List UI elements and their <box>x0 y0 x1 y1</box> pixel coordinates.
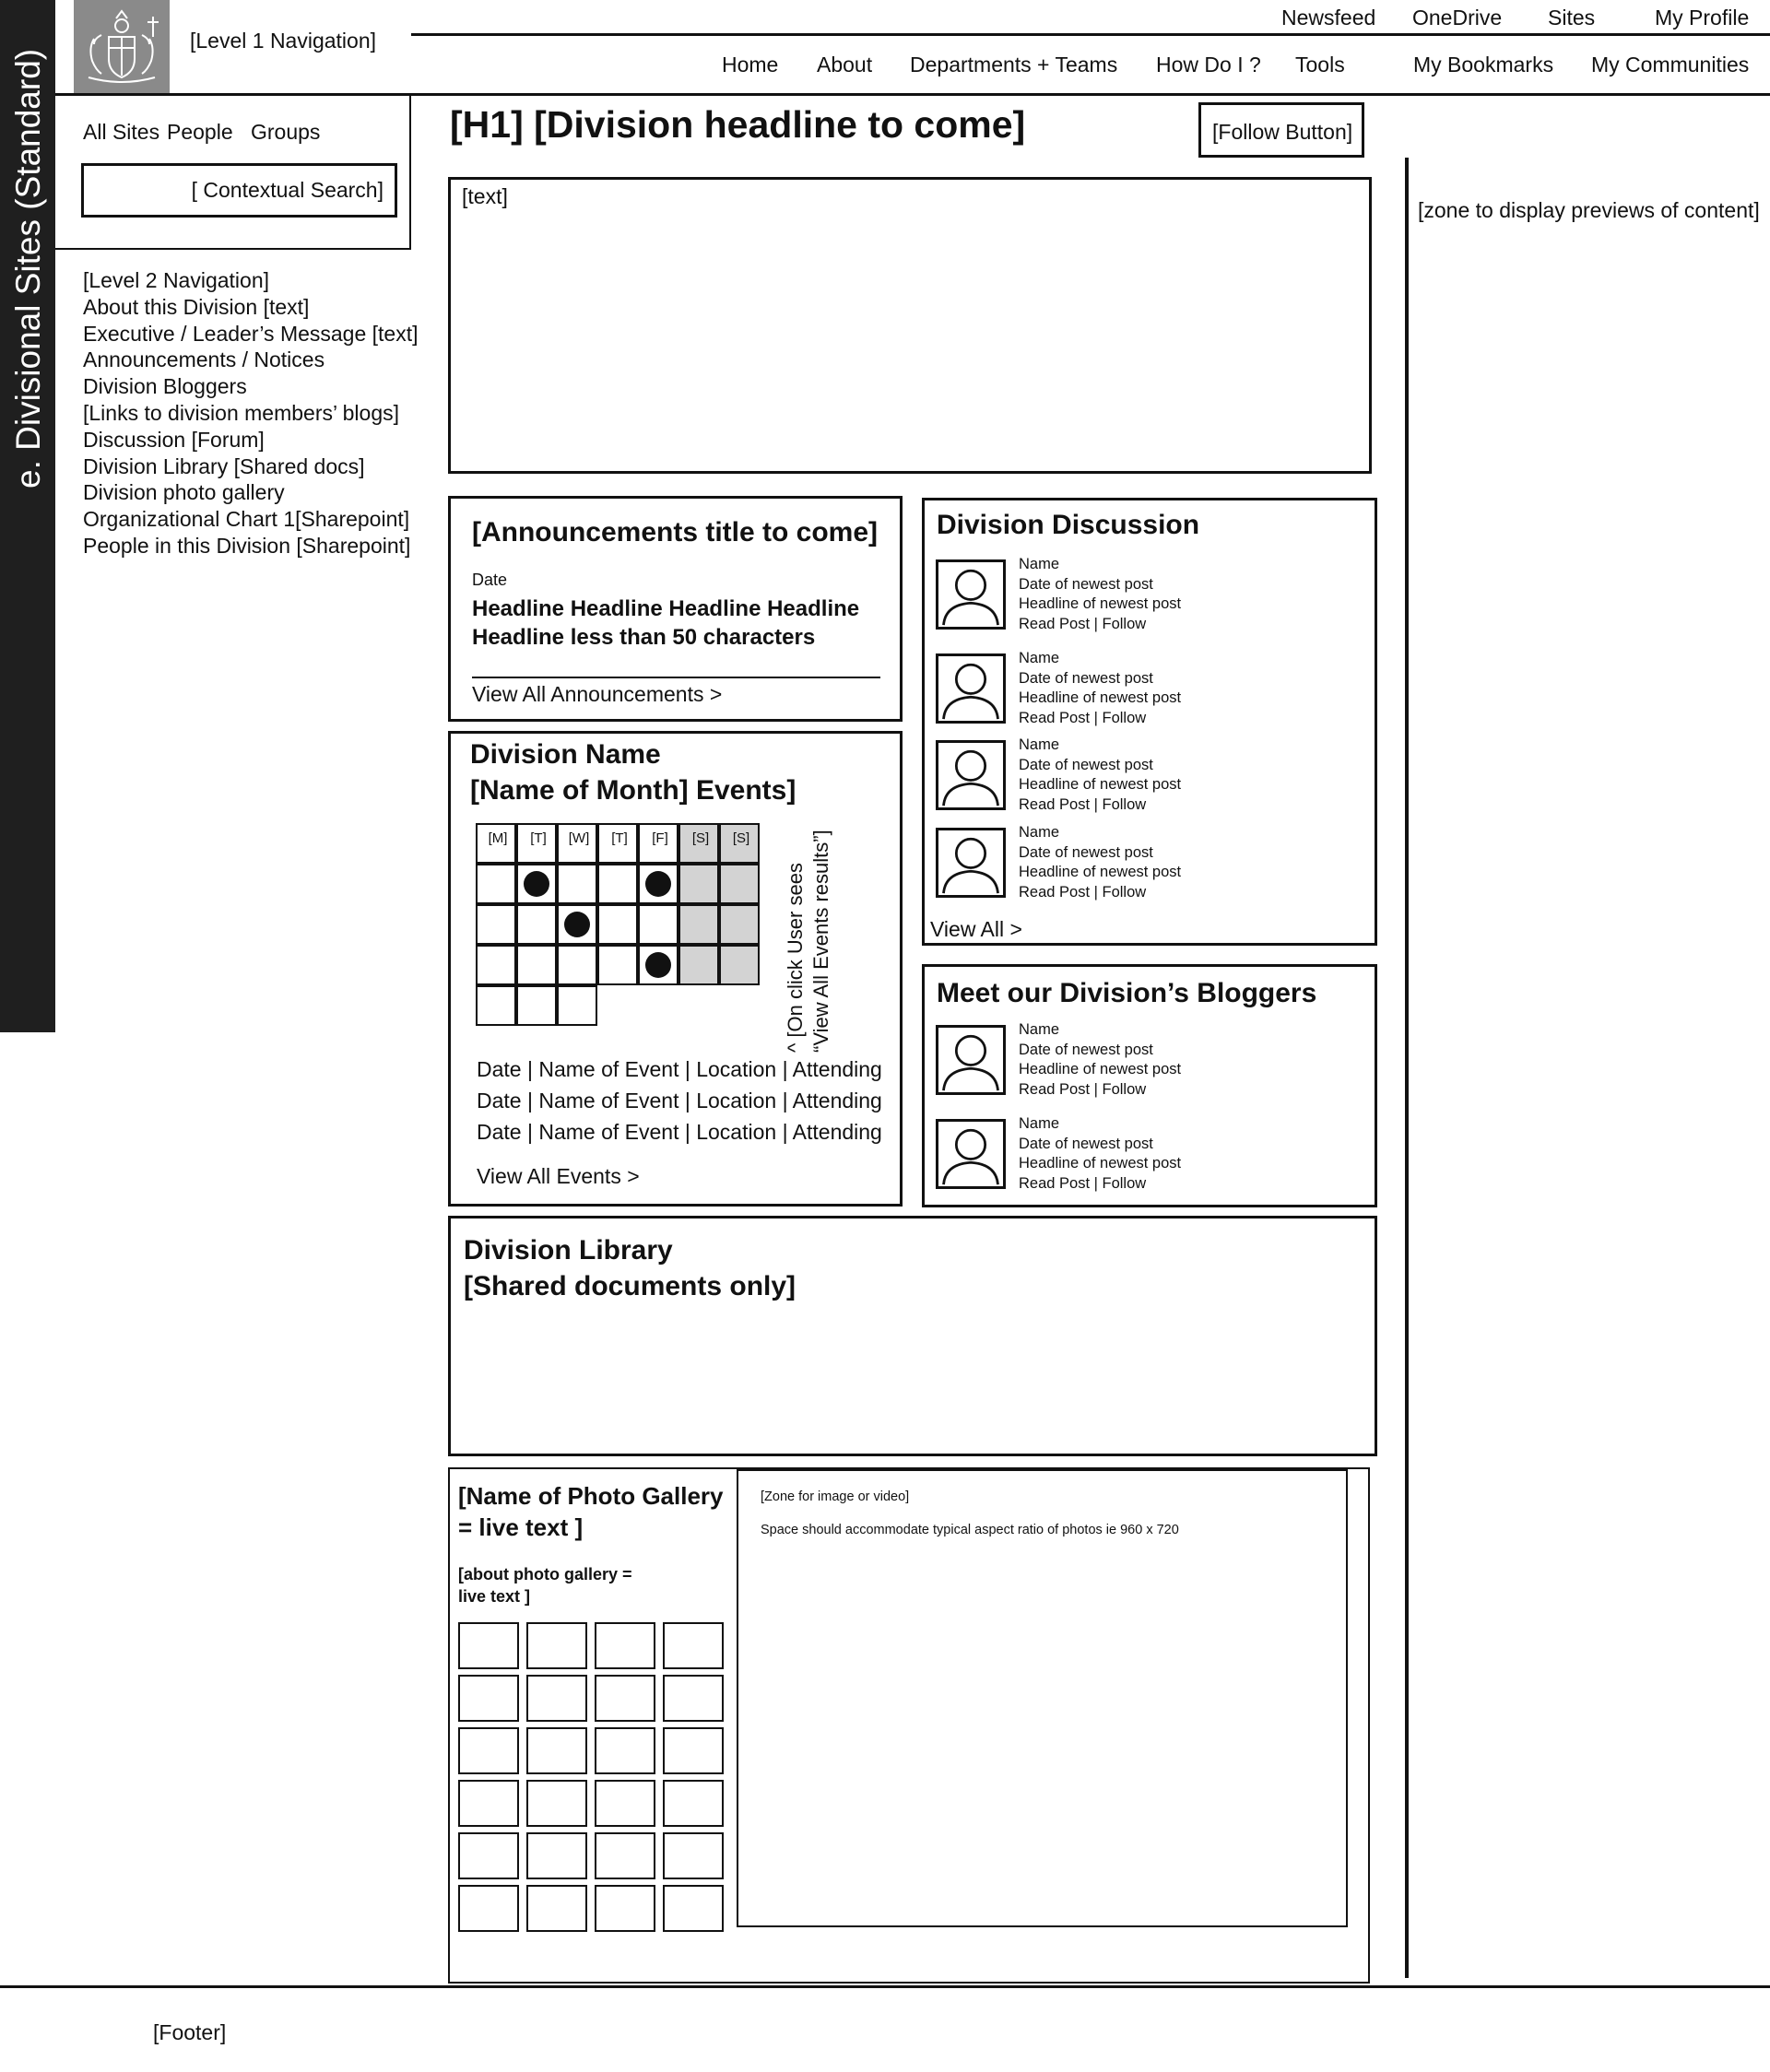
calendar-day-cell[interactable] <box>557 945 597 985</box>
calendar-day-cell[interactable] <box>678 864 719 904</box>
gallery-title-line2: = live text ] <box>458 1513 584 1541</box>
announcements-title: [Announcements title to come] <box>472 517 879 547</box>
announcement-headline-line1[interactable]: Headline Headline Headline Headline <box>472 596 860 621</box>
follow-button[interactable] <box>1198 102 1364 158</box>
discussion-title: Division Discussion <box>937 510 1200 540</box>
avatar[interactable] <box>936 740 1006 810</box>
gallery-thumbnail[interactable] <box>595 1832 655 1879</box>
level2-nav-org-chart[interactable]: Organizational Chart 1[Sharepoint] <box>83 507 410 532</box>
gallery-thumbnail[interactable] <box>458 1727 519 1774</box>
footer-label: [Footer] <box>153 2020 227 2044</box>
nav-about[interactable]: About <box>817 53 873 77</box>
calendar-day-cell[interactable] <box>678 904 719 945</box>
calendar-day-cell[interactable] <box>516 985 557 1026</box>
post-headline[interactable]: Headline of newest post <box>1019 689 1182 706</box>
calendar-annotation-line1: ^ [On click User sees <box>784 863 807 1053</box>
post-headline[interactable]: Headline of newest post <box>1019 1155 1182 1171</box>
calendar-weekday-header <box>638 823 678 864</box>
nav-my-communities[interactable]: My Communities <box>1591 53 1750 77</box>
event-marker <box>564 912 590 937</box>
calendar-weekday-label: [F] <box>652 830 668 846</box>
gallery-thumbnail[interactable] <box>595 1622 655 1669</box>
top-link-sites[interactable]: Sites <box>1548 6 1596 29</box>
calendar-weekday-header <box>516 823 557 864</box>
calendar-day-cell[interactable] <box>516 945 557 985</box>
level2-nav-photo-gallery[interactable]: Division photo gallery <box>83 480 285 505</box>
announcement-headline-line2[interactable]: Headline less than 50 characters <box>472 625 816 650</box>
post-headline[interactable]: Headline of newest post <box>1019 1061 1182 1077</box>
follow-button-label: [Follow Button] <box>1212 120 1353 144</box>
nav-tools[interactable]: Tools <box>1295 53 1345 77</box>
gallery-about-line2: live text ] <box>458 1587 531 1606</box>
calendar-weekday-header <box>557 823 597 864</box>
gallery-thumbnail-grid <box>458 1622 659 1947</box>
view-all-discussion-link[interactable]: View All > <box>930 917 1022 941</box>
section-label: e. Divisional Sites (Standard) <box>9 48 47 489</box>
calendar-weekday-label: [M] <box>488 830 508 846</box>
gallery-thumbnail[interactable] <box>458 1885 519 1932</box>
search-area-bottom-rule <box>55 248 411 250</box>
search-area-divider <box>409 93 411 250</box>
calendar-day-cell[interactable] <box>638 864 678 904</box>
calendar-weekday-label: [T] <box>611 830 628 846</box>
right-zone-divider <box>1405 158 1409 1978</box>
calendar-day-cell[interactable] <box>638 904 678 945</box>
post-headline[interactable]: Headline of newest post <box>1019 776 1182 793</box>
post-author-name: Name <box>1019 1115 1060 1132</box>
gallery-thumbnail[interactable] <box>458 1832 519 1879</box>
gallery-thumbnail[interactable] <box>458 1780 519 1827</box>
event-row[interactable]: Date | Name of Event | Location | Attending <box>477 1120 882 1144</box>
level2-nav-announcements[interactable]: Announcements / Notices <box>83 347 325 372</box>
gallery-thumbnail[interactable] <box>526 1780 587 1827</box>
events-panel <box>448 731 903 1207</box>
gallery-panel <box>448 1467 1370 1984</box>
gallery-title-line1: [Name of Photo Gallery <box>458 1482 724 1510</box>
library-title-line1: Division Library <box>464 1235 673 1266</box>
post-author-name: Name <box>1019 650 1060 666</box>
level2-nav-people[interactable]: People in this Division [Sharepoint] <box>83 534 411 558</box>
gallery-thumbnail[interactable] <box>526 1832 587 1879</box>
bloggers-list <box>925 967 1375 1205</box>
calendar-weekday-label: [W] <box>568 830 590 846</box>
library-panel <box>448 1216 1377 1456</box>
view-all-announcements-link[interactable]: View All Announcements > <box>472 682 723 706</box>
post-actions[interactable]: Read Post | Follow <box>1019 1174 1147 1192</box>
level2-nav-bloggers[interactable]: Division Bloggers <box>83 374 247 399</box>
bloggers-title: Meet our Division’s Bloggers <box>937 978 1317 1008</box>
calendar-day-cell[interactable] <box>476 904 516 945</box>
gallery-thumbnail[interactable] <box>663 1780 724 1827</box>
nav-how-do-i[interactable]: How Do I ? <box>1156 53 1261 77</box>
level2-nav-about[interactable]: About this Division [text] <box>83 294 310 319</box>
calendar-annotation <box>778 817 843 1065</box>
post-author-name: Name <box>1019 736 1060 753</box>
post-actions[interactable]: Read Post | Follow <box>1019 883 1147 901</box>
level2-nav-member-blogs[interactable]: [Links to division members’ blogs] <box>83 401 400 425</box>
crest-logo[interactable] <box>74 0 170 94</box>
events-title-line2: [Name of Month] Events] <box>470 775 796 806</box>
post-actions[interactable]: Read Post | Follow <box>1019 795 1147 813</box>
announcements-panel <box>448 496 903 722</box>
calendar-weekday-header <box>719 823 760 864</box>
calendar-day-cell[interactable] <box>557 864 597 904</box>
search-label: [ Contextual Search] <box>191 178 384 202</box>
calendar-day-cell[interactable] <box>476 985 516 1026</box>
calendar-day-cell[interactable] <box>719 904 760 945</box>
right-zone-label: [zone to display previews of content] <box>1418 198 1760 222</box>
level1-nav-label: [Level 1 Navigation] <box>190 29 377 53</box>
calendar-weekday-label: [T] <box>530 830 547 846</box>
announcement-divider <box>472 677 880 678</box>
post-actions[interactable]: Read Post | Follow <box>1019 1080 1147 1098</box>
calendar-day-cell[interactable] <box>516 904 557 945</box>
calendar-day-cell[interactable] <box>557 904 597 945</box>
calendar-day-cell[interactable] <box>597 904 638 945</box>
calendar-weekday-label: [S] <box>732 830 750 846</box>
gallery-thumbnail[interactable] <box>663 1675 724 1722</box>
gallery-thumbnail[interactable] <box>595 1885 655 1932</box>
event-marker <box>524 871 549 897</box>
intro-text-box <box>448 177 1372 474</box>
header-divider-top <box>411 33 1770 36</box>
events-title-line1: Division Name <box>470 739 661 770</box>
level2-nav-discussion[interactable]: Discussion [Forum] <box>83 427 265 452</box>
calendar-day-cell[interactable] <box>719 864 760 904</box>
post-actions[interactable]: Read Post | Follow <box>1019 709 1147 726</box>
top-link-newsfeed[interactable]: Newsfeed <box>1281 6 1376 29</box>
gallery-thumbnail[interactable] <box>526 1675 587 1722</box>
gallery-thumbnail[interactable] <box>663 1885 724 1932</box>
gallery-about-line1: [about photo gallery = <box>458 1565 632 1583</box>
nav-departments-teams[interactable]: Departments + Teams <box>910 53 1118 77</box>
page-title: [H1] [Division headline to come] <box>450 103 1026 146</box>
discussion-panel <box>922 498 1377 946</box>
level2-nav-library[interactable]: Division Library [Shared docs] <box>83 453 365 478</box>
top-link-my-profile[interactable]: My Profile <box>1655 6 1750 29</box>
contextual-search-input[interactable] <box>81 163 397 218</box>
calendar-day-cell[interactable] <box>597 945 638 985</box>
gallery-media-zone[interactable] <box>737 1469 1348 1927</box>
bloggers-panel <box>922 964 1377 1207</box>
gallery-thumbnail[interactable] <box>526 1727 587 1774</box>
calendar-day-cell[interactable] <box>557 985 597 1026</box>
calendar-day-cell[interactable] <box>638 945 678 985</box>
avatar[interactable] <box>936 828 1006 898</box>
events-calendar[interactable] <box>476 823 763 1028</box>
post-date: Date of newest post <box>1019 1041 1153 1058</box>
gallery-thumbnail[interactable] <box>595 1780 655 1827</box>
event-row[interactable]: Date | Name of Event | Location | Attending <box>477 1089 882 1113</box>
post-author-name: Name <box>1019 824 1060 841</box>
gallery-thumbnail[interactable] <box>595 1675 655 1722</box>
top-link-onedrive[interactable]: OneDrive <box>1412 6 1503 29</box>
post-date: Date of newest post <box>1019 843 1153 861</box>
header-divider-bottom <box>55 93 1770 96</box>
post-author-name: Name <box>1019 1021 1060 1038</box>
calendar-weekday-label: [S] <box>691 830 710 846</box>
intro-text: [text] <box>462 184 508 208</box>
gallery-thumbnail[interactable] <box>663 1622 724 1669</box>
post-date: Date of newest post <box>1019 1135 1153 1152</box>
media-zone-label: [Zone for image or video] <box>761 1489 910 1504</box>
footer-divider <box>0 1985 1770 1988</box>
event-marker <box>645 952 671 978</box>
post-author-name: Name <box>1019 556 1060 572</box>
calendar-day-cell[interactable] <box>476 945 516 985</box>
scope-tab-groups[interactable]: Groups <box>251 120 321 144</box>
gallery-thumbnail[interactable] <box>458 1622 519 1669</box>
level2-nav-heading: [Level 2 Navigation] <box>83 268 270 292</box>
post-headline[interactable]: Headline of newest post <box>1019 864 1182 880</box>
event-marker <box>645 871 671 897</box>
view-all-events-link[interactable]: View All Events > <box>477 1164 640 1188</box>
calendar-day-cell[interactable] <box>719 945 760 985</box>
gallery-thumbnail[interactable] <box>458 1675 519 1722</box>
gallery-thumbnail[interactable] <box>663 1832 724 1879</box>
calendar-weekday-header <box>597 823 638 864</box>
gallery-thumbnail[interactable] <box>526 1885 587 1932</box>
avatar[interactable] <box>936 653 1006 724</box>
calendar-annotation-line2: “View All Events results”] <box>809 830 832 1053</box>
scope-tab-people[interactable]: People <box>167 120 233 144</box>
post-date: Date of newest post <box>1019 756 1153 773</box>
calendar-day-cell[interactable] <box>597 864 638 904</box>
event-row[interactable]: Date | Name of Event | Location | Attending <box>477 1057 882 1081</box>
nav-home[interactable]: Home <box>722 53 779 77</box>
library-title-line2: [Shared documents only] <box>464 1271 796 1301</box>
nav-my-bookmarks[interactable]: My Bookmarks <box>1413 53 1554 77</box>
calendar-day-cell[interactable] <box>516 864 557 904</box>
avatar[interactable] <box>936 1025 1006 1095</box>
post-date: Date of newest post <box>1019 575 1153 593</box>
post-actions[interactable]: Read Post | Follow <box>1019 615 1147 632</box>
avatar[interactable] <box>936 1119 1006 1189</box>
calendar-day-cell[interactable] <box>476 864 516 904</box>
calendar-weekday-header <box>476 823 516 864</box>
section-side-tab <box>0 0 55 1032</box>
media-zone-note: Space should accommodate typical aspect ratio of photos ie 960 x 720 <box>761 1523 1179 1537</box>
calendar-day-cell[interactable] <box>678 945 719 985</box>
level2-nav-leader-message[interactable]: Executive / Leader’s Message [text] <box>83 321 419 346</box>
avatar[interactable] <box>936 559 1006 630</box>
gallery-thumbnail[interactable] <box>663 1727 724 1774</box>
gallery-thumbnail[interactable] <box>526 1622 587 1669</box>
gallery-thumbnail[interactable] <box>595 1727 655 1774</box>
scope-tab-all-sites[interactable]: All Sites <box>83 120 160 144</box>
post-headline[interactable]: Headline of newest post <box>1019 595 1182 612</box>
post-date: Date of newest post <box>1019 669 1153 687</box>
discussion-list <box>925 500 1375 943</box>
calendar-weekday-header <box>678 823 719 864</box>
announcement-date: Date <box>472 571 508 589</box>
